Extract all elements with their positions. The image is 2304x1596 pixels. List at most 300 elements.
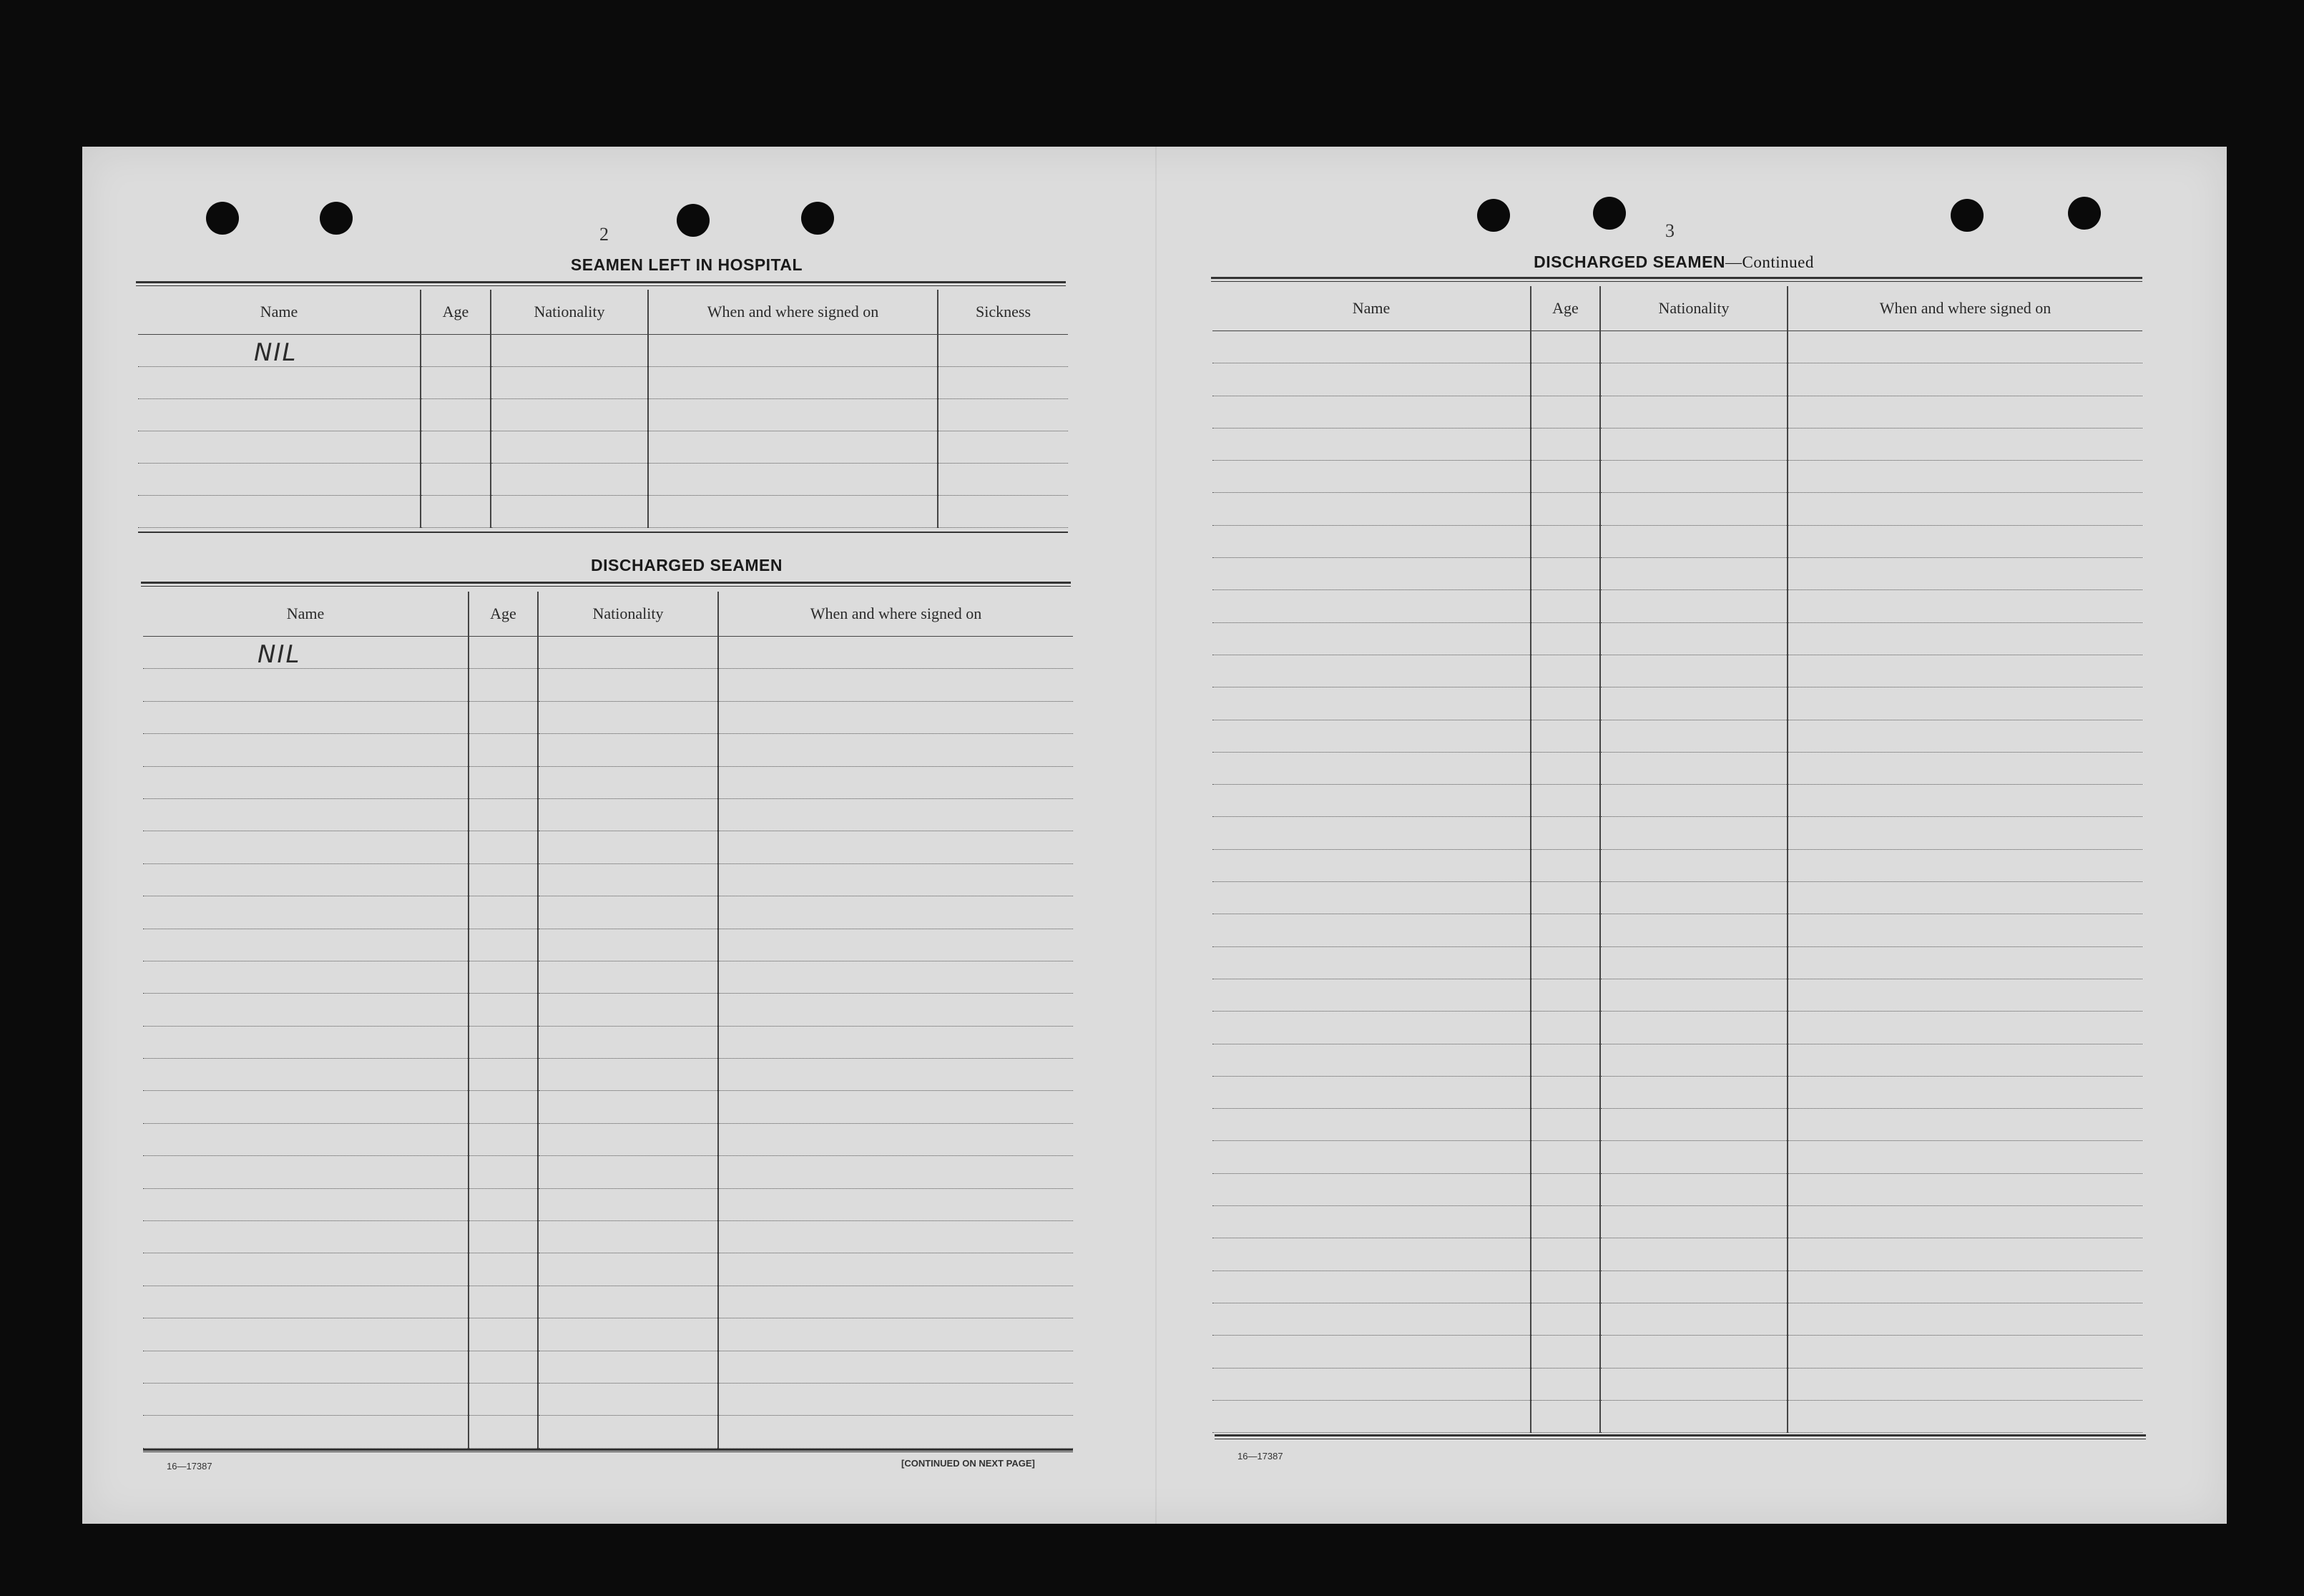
table-cell [718, 929, 1073, 961]
table-cell [538, 1026, 718, 1058]
table-cell [469, 766, 538, 798]
table-row [1212, 687, 2142, 720]
table-cell [1212, 622, 1531, 655]
table-cell [938, 431, 1068, 464]
table-row [1212, 979, 2142, 1011]
section-rule [141, 582, 1071, 587]
table-cell [538, 831, 718, 863]
table-cell [1788, 525, 2142, 557]
table-cell [1531, 817, 1600, 849]
table-cell [1531, 752, 1600, 784]
table-cell [718, 961, 1073, 993]
table-cell [1600, 525, 1788, 557]
table-cell [1531, 1368, 1600, 1400]
table-cell [469, 1383, 538, 1415]
table-cell [718, 1059, 1073, 1091]
table-row [143, 798, 1073, 831]
table-cell [1212, 363, 1531, 396]
table-cell [1600, 428, 1788, 460]
table-cell [538, 929, 718, 961]
table-row [143, 766, 1073, 798]
section-rule [138, 532, 1068, 535]
table-row [143, 961, 1073, 993]
table-row [138, 496, 1068, 528]
table-cell [1600, 914, 1788, 946]
table-cell [1788, 558, 2142, 590]
table-cell [1788, 493, 2142, 525]
table-cell [143, 896, 469, 929]
table-cell [1788, 1271, 2142, 1303]
table-row [143, 1253, 1073, 1286]
table-cell [1212, 525, 1531, 557]
table-cell [1600, 1141, 1788, 1173]
table-cell [143, 1318, 469, 1351]
table-cell [538, 766, 718, 798]
column-header-nationality: Nationality [1600, 286, 1788, 331]
table-row [1212, 1044, 2142, 1076]
table-cell [1531, 1109, 1600, 1141]
table-row [1212, 461, 2142, 493]
table-cell [538, 961, 718, 993]
table-cell [469, 1188, 538, 1220]
table-cell [143, 669, 469, 701]
table-cell [538, 637, 718, 669]
table-cell [538, 1091, 718, 1123]
table-cell [648, 367, 938, 399]
table-cell [469, 1123, 538, 1155]
table-cell [1212, 1271, 1531, 1303]
table-cell [138, 464, 421, 496]
table-row [138, 399, 1068, 431]
column-header-name: Name [1212, 286, 1531, 331]
table-row [138, 464, 1068, 496]
table-cell [491, 464, 648, 496]
discharged-section-title: DISCHARGED SEAMEN [591, 556, 783, 574]
table-cell [138, 399, 421, 431]
table-cell [143, 863, 469, 896]
table-row [143, 1383, 1073, 1415]
title-main: DISCHARGED SEAMEN [1534, 253, 1726, 271]
column-header-sickness: Sickness [938, 290, 1068, 335]
table-cell [1600, 1044, 1788, 1076]
section-rule [1215, 1434, 2146, 1439]
table-cell [143, 1286, 469, 1318]
table-cell [1788, 461, 2142, 493]
table-cell [491, 431, 648, 464]
table-cell [1531, 1271, 1600, 1303]
table-cell [491, 399, 648, 431]
table-cell [538, 1253, 718, 1286]
table-cell [143, 929, 469, 961]
table-row [1212, 752, 2142, 784]
column-header-name: Name [143, 592, 469, 637]
table-cell [1212, 655, 1531, 687]
table-cell [1600, 493, 1788, 525]
table-cell [538, 1156, 718, 1188]
table-cell [1212, 1400, 1531, 1432]
table-cell [1531, 785, 1600, 817]
table-row [1212, 1368, 2142, 1400]
table-cell [1788, 655, 2142, 687]
table-cell [469, 831, 538, 863]
table-cell [1212, 752, 1531, 784]
table-cell [143, 798, 469, 831]
column-header-nationality: Nationality [538, 592, 718, 637]
table-cell [938, 367, 1068, 399]
table-cell [469, 669, 538, 701]
table-cell [538, 669, 718, 701]
discharged-continued-header [1212, 286, 2142, 331]
table-cell [1788, 622, 2142, 655]
table-row [1212, 914, 2142, 946]
table-cell [1788, 752, 2142, 784]
table-cell [1212, 1141, 1531, 1173]
table-cell [1212, 493, 1531, 525]
table-cell [1531, 1076, 1600, 1108]
table-cell [538, 1123, 718, 1155]
table-cell [1212, 396, 1531, 428]
table-cell [1212, 1044, 1531, 1076]
punch-hole [2068, 197, 2101, 230]
ledger-sheet [82, 147, 2227, 1524]
table-cell [1788, 1238, 2142, 1271]
table-cell [1600, 1238, 1788, 1271]
table-cell [143, 1221, 469, 1253]
handwritten-entry-discharged: NIL [258, 640, 301, 669]
table-cell [718, 1188, 1073, 1220]
table-cell [718, 637, 1073, 669]
table-row [143, 863, 1073, 896]
page-number-right: 3 [1665, 220, 1675, 241]
table-row [1212, 1238, 2142, 1271]
table-cell [1531, 525, 1600, 557]
table-cell [143, 831, 469, 863]
hospital-table-header [138, 290, 1068, 335]
table-cell [1788, 687, 2142, 720]
table-cell [1600, 817, 1788, 849]
table-cell [143, 734, 469, 766]
table-cell [1788, 331, 2142, 363]
punch-hole [801, 202, 834, 235]
punch-hole [1477, 199, 1510, 232]
table-cell [1531, 914, 1600, 946]
table-row [1212, 882, 2142, 914]
table-cell [648, 496, 938, 528]
table-row [143, 1318, 1073, 1351]
table-cell [1788, 1012, 2142, 1044]
table-cell [138, 431, 421, 464]
table-row [138, 367, 1068, 399]
table-cell [1600, 1368, 1788, 1400]
table-cell [469, 1059, 538, 1091]
table-cell [1531, 1238, 1600, 1271]
table-row [1212, 1173, 2142, 1205]
table-cell [469, 1156, 538, 1188]
table-cell [469, 994, 538, 1026]
table-cell [538, 734, 718, 766]
table-cell [1600, 396, 1788, 428]
table-cell [491, 496, 648, 528]
column-header-nationality: Nationality [491, 290, 648, 335]
table-cell [538, 1286, 718, 1318]
table-cell [1212, 1173, 1531, 1205]
table-cell [1531, 558, 1600, 590]
discharged-continued-table [1212, 286, 2142, 1433]
table-cell [718, 1221, 1073, 1253]
table-row [143, 734, 1073, 766]
table-cell [718, 863, 1073, 896]
table-cell [1788, 590, 2142, 622]
table-row [1212, 1336, 2142, 1368]
table-cell [1600, 882, 1788, 914]
table-row [1212, 1400, 2142, 1432]
table-cell [469, 734, 538, 766]
table-cell [1600, 655, 1788, 687]
table-cell [143, 1123, 469, 1155]
table-cell [1600, 752, 1788, 784]
table-cell [538, 1416, 718, 1448]
table-cell [1531, 622, 1600, 655]
table-cell [1531, 363, 1600, 396]
table-cell [1788, 1206, 2142, 1238]
table-cell [143, 1253, 469, 1286]
table-cell [1788, 882, 2142, 914]
table-cell [1531, 720, 1600, 752]
table-cell [1212, 590, 1531, 622]
table-cell [1212, 428, 1531, 460]
title-suffix: —Continued [1725, 253, 1814, 271]
table-cell [1600, 1206, 1788, 1238]
table-cell [718, 1383, 1073, 1415]
table-cell [718, 669, 1073, 701]
table-cell [421, 496, 491, 528]
table-row [143, 1059, 1073, 1091]
table-cell [538, 798, 718, 831]
table-cell [143, 701, 469, 733]
table-cell [1600, 849, 1788, 881]
table-cell [538, 1059, 718, 1091]
table-row [143, 1286, 1073, 1318]
table-cell [469, 1318, 538, 1351]
table-row [1212, 655, 2142, 687]
continued-note: [CONTINUED ON NEXT PAGE] [901, 1458, 1035, 1469]
table-cell [1600, 590, 1788, 622]
table-cell [469, 1416, 538, 1448]
table-cell [143, 1188, 469, 1220]
table-cell [938, 496, 1068, 528]
table-cell [1600, 785, 1788, 817]
table-cell [1788, 1336, 2142, 1368]
table-cell [1600, 946, 1788, 979]
table-cell [1788, 1044, 2142, 1076]
table-cell [538, 1188, 718, 1220]
table-cell [1531, 396, 1600, 428]
table-cell [718, 1123, 1073, 1155]
table-cell [1212, 331, 1531, 363]
table-cell [1600, 979, 1788, 1011]
column-header-signed-on: When and where signed on [1788, 286, 2142, 331]
table-cell [538, 1221, 718, 1253]
table-cell [469, 1253, 538, 1286]
table-row [1212, 1303, 2142, 1335]
table-cell [421, 431, 491, 464]
table-cell [1212, 882, 1531, 914]
table-row [1212, 428, 2142, 460]
table-cell [1531, 590, 1600, 622]
table-cell [143, 1383, 469, 1415]
table-cell [1531, 687, 1600, 720]
table-cell [648, 464, 938, 496]
table-cell [1788, 363, 2142, 396]
section-rule [1211, 277, 2142, 282]
table-cell [1788, 849, 2142, 881]
table-row [1212, 331, 2142, 363]
table-cell [1531, 1012, 1600, 1044]
table-cell [1600, 1109, 1788, 1141]
table-cell [491, 335, 648, 367]
punch-hole [1593, 197, 1626, 230]
table-cell [469, 896, 538, 929]
table-cell [1788, 428, 2142, 460]
table-row [143, 896, 1073, 929]
table-cell [143, 1091, 469, 1123]
table-cell [469, 1221, 538, 1253]
table-cell [469, 1351, 538, 1383]
table-cell [1531, 1400, 1600, 1432]
table-cell [1212, 687, 1531, 720]
table-cell [143, 961, 469, 993]
table-cell [718, 1351, 1073, 1383]
table-cell [648, 335, 938, 367]
table-cell [1600, 1400, 1788, 1432]
column-header-signed-on: When and where signed on [648, 290, 938, 335]
table-cell [138, 496, 421, 528]
table-cell [1212, 979, 1531, 1011]
table-row [1212, 849, 2142, 881]
table-cell [1531, 882, 1600, 914]
form-code-right: 16—17387 [1237, 1451, 1283, 1462]
table-cell [1531, 493, 1600, 525]
table-cell [143, 766, 469, 798]
table-row [1212, 396, 2142, 428]
table-row [1212, 720, 2142, 752]
table-cell [1788, 1076, 2142, 1108]
table-cell [138, 367, 421, 399]
table-cell [1600, 363, 1788, 396]
table-row [1212, 590, 2142, 622]
table-cell [1212, 946, 1531, 979]
table-row [1212, 1076, 2142, 1108]
table-cell [1788, 1173, 2142, 1205]
table-row [143, 1416, 1073, 1448]
table-cell [469, 1026, 538, 1058]
table-row [143, 1221, 1073, 1253]
table-cell [143, 994, 469, 1026]
table-cell [1600, 622, 1788, 655]
table-row [143, 1091, 1073, 1123]
table-cell [1212, 914, 1531, 946]
table-cell [469, 1091, 538, 1123]
table-cell [538, 896, 718, 929]
table-cell [1531, 428, 1600, 460]
form-code-left: 16—17387 [167, 1461, 212, 1472]
table-cell [143, 1156, 469, 1188]
table-cell [143, 1351, 469, 1383]
table-cell [718, 1318, 1073, 1351]
table-row [1212, 558, 2142, 590]
table-cell [469, 701, 538, 733]
table-cell [718, 1091, 1073, 1123]
table-cell [718, 1416, 1073, 1448]
table-cell [1212, 849, 1531, 881]
discharged-table [143, 592, 1073, 1449]
table-cell [938, 399, 1068, 431]
table-cell [469, 929, 538, 961]
table-cell [1531, 1336, 1600, 1368]
table-row [1212, 785, 2142, 817]
table-row [1212, 1012, 2142, 1044]
table-cell [1212, 1368, 1531, 1400]
punch-hole [677, 204, 710, 237]
table-cell [538, 1383, 718, 1415]
table-cell [1531, 331, 1600, 363]
table-cell [718, 766, 1073, 798]
table-cell [1788, 1141, 2142, 1173]
table-cell [1788, 914, 2142, 946]
table-cell [1531, 1303, 1600, 1335]
table-cell [1531, 461, 1600, 493]
table-cell [538, 863, 718, 896]
table-cell [538, 701, 718, 733]
column-header-signed-on: When and where signed on [718, 592, 1073, 637]
column-header-age: Age [421, 290, 491, 335]
table-cell [1212, 1012, 1531, 1044]
table-row [143, 1026, 1073, 1058]
table-row [1212, 1109, 2142, 1141]
table-cell [143, 1026, 469, 1058]
table-cell [1600, 558, 1788, 590]
table-cell [1212, 558, 1531, 590]
table-cell [1531, 849, 1600, 881]
table-cell [1600, 1012, 1788, 1044]
hospital-table [138, 290, 1068, 528]
table-cell [938, 335, 1068, 367]
table-cell [1600, 720, 1788, 752]
table-cell [421, 367, 491, 399]
table-row [1212, 363, 2142, 396]
table-cell [1788, 817, 2142, 849]
punch-hole [1951, 199, 1984, 232]
table-cell [143, 1059, 469, 1091]
discharged-continued-title [1205, 253, 2142, 272]
table-row [143, 1123, 1073, 1155]
table-cell [938, 464, 1068, 496]
table-cell [1600, 461, 1788, 493]
table-cell [1212, 1206, 1531, 1238]
table-cell [1531, 1173, 1600, 1205]
table-cell [469, 1286, 538, 1318]
table-cell [1531, 979, 1600, 1011]
table-row [1212, 817, 2142, 849]
table-cell [718, 896, 1073, 929]
table-cell [1600, 687, 1788, 720]
table-cell [1600, 1173, 1788, 1205]
section-rule [136, 281, 1066, 286]
table-cell [1788, 979, 2142, 1011]
table-cell [538, 994, 718, 1026]
hospital-section-title: SEAMEN LEFT IN HOSPITAL [570, 255, 803, 274]
table-cell [1212, 1109, 1531, 1141]
